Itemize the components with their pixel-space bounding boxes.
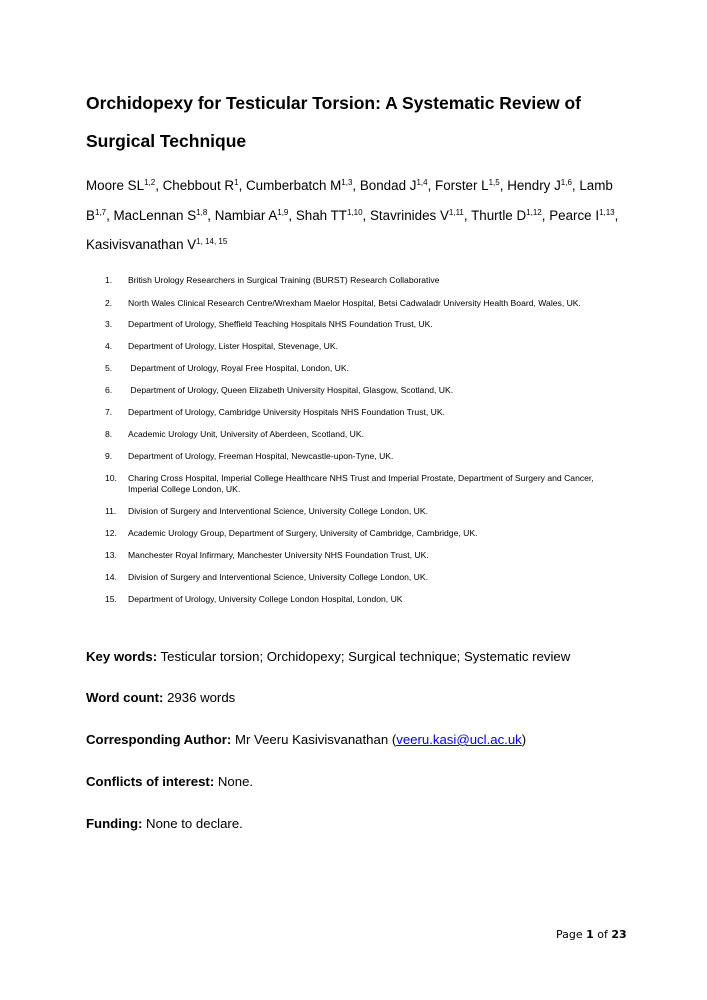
author-name: Moore SL bbox=[86, 178, 145, 193]
corresponding-author-email-link[interactable]: veeru.kasi@ucl.ac.uk bbox=[396, 732, 522, 747]
affiliation-item bbox=[105, 319, 615, 330]
affiliation-number: 2. bbox=[105, 297, 113, 308]
author-separator: , bbox=[614, 207, 619, 223]
word-count-value: 2936 words bbox=[163, 690, 236, 705]
author bbox=[471, 208, 549, 223]
author-separator: , bbox=[463, 207, 472, 223]
author bbox=[296, 208, 370, 223]
affiliation-number: 15. bbox=[105, 594, 117, 604]
author-affiliation-ref: 1,11 bbox=[448, 207, 464, 217]
paper-title-line-1: Orchidopexy for Testicular Torsion: A Systematic Review of bbox=[86, 93, 581, 113]
author-affiliation-ref: 1, 14, 15 bbox=[196, 237, 228, 246]
affiliation-number: 12. bbox=[105, 528, 117, 538]
paper-title-line-2: Surgical Technique bbox=[86, 131, 247, 151]
author-affiliation-ref: 1,9 bbox=[277, 207, 289, 217]
total-page-number: 23 bbox=[611, 928, 627, 941]
author-name: Nambiar A bbox=[214, 207, 278, 223]
affiliation-text: Department of Urology, Royal Free Hospital, London, UK. bbox=[128, 363, 349, 373]
author-separator: , bbox=[499, 178, 508, 193]
affiliation-number: 9. bbox=[105, 451, 113, 461]
affiliation-text: Department of Urology, Cambridge University Hospitals NHS Foundation Trust, UK. bbox=[128, 407, 445, 417]
affiliation-text: Department of Urology, Freeman Hospital, Newcastle-upon-Tyne, UK. bbox=[128, 451, 394, 461]
affiliation-text: British Urology Researchers in Surgical Training (BURST) Research Collaborative bbox=[128, 275, 440, 285]
author-affiliation-ref: 1,13 bbox=[599, 207, 615, 217]
author-separator: , bbox=[207, 207, 215, 223]
affiliation-number: 7. bbox=[105, 407, 113, 417]
author-affiliation-ref: 1,4 bbox=[416, 178, 428, 187]
affiliation-number: 13. bbox=[105, 550, 117, 560]
affiliation-number: 11. bbox=[105, 506, 117, 516]
of-word: of bbox=[593, 928, 612, 941]
affiliation-item bbox=[105, 473, 615, 495]
author-separator: , bbox=[155, 178, 163, 193]
affiliation-text: Manchester Royal Infirmary, Manchester University NHS Foundation Trust, UK. bbox=[128, 550, 429, 560]
corresponding-author-name: Mr Veeru Kasivisvanathan ( bbox=[231, 732, 397, 747]
author-name: Chebbout R bbox=[162, 178, 235, 193]
conflicts-line bbox=[86, 773, 253, 791]
keywords-label: Key words: bbox=[86, 649, 158, 664]
word-count-line bbox=[86, 689, 235, 707]
affiliation-text: Academic Urology Group, Department of Surgery, University of Cambridge, Cambridge, UK. bbox=[128, 528, 478, 538]
affiliation-item bbox=[105, 429, 615, 440]
affiliation-number: 3. bbox=[105, 319, 113, 329]
author bbox=[163, 178, 246, 193]
conflicts-label: Conflicts of interest: bbox=[86, 774, 215, 789]
affiliation-item bbox=[105, 528, 615, 539]
author bbox=[86, 178, 163, 193]
affiliation-text: Department of Urology, Queen Elizabeth University Hospital, Glasgow, Scotland, UK. bbox=[128, 385, 454, 395]
conflicts-value: None. bbox=[214, 774, 254, 789]
author bbox=[246, 178, 360, 193]
funding-value: None to declare. bbox=[142, 816, 243, 831]
page-word: Page bbox=[556, 928, 587, 941]
author-name: MacLennan S bbox=[113, 207, 197, 223]
corresponding-author-close-paren: ) bbox=[521, 732, 527, 747]
affiliation-text: Department of Urology, University College London Hospital, London, UK bbox=[128, 594, 403, 604]
page-number-footer bbox=[556, 927, 627, 943]
affiliation-number: 1. bbox=[105, 275, 113, 285]
author-affiliation-ref: 1 bbox=[234, 178, 239, 187]
affiliation-item bbox=[105, 572, 615, 583]
affiliation-text: Division of Surgery and Interventional Science, University College London, UK. bbox=[128, 506, 428, 516]
author-name: Forster L bbox=[435, 178, 489, 193]
affiliation-list bbox=[105, 275, 615, 605]
affiliation-item bbox=[105, 550, 615, 561]
author-affiliation-ref: 1,6 bbox=[560, 178, 572, 187]
author-separator: , bbox=[238, 178, 247, 193]
author bbox=[360, 178, 435, 193]
affiliation-item bbox=[105, 594, 615, 605]
author-name: Thurtle D bbox=[471, 207, 527, 223]
affiliation-number: 14. bbox=[105, 572, 117, 582]
author-list bbox=[86, 171, 626, 260]
author bbox=[86, 237, 227, 252]
author bbox=[549, 208, 618, 223]
author-affiliation-ref: 1,5 bbox=[488, 178, 500, 187]
corresponding-author-label: Corresponding Author: bbox=[86, 732, 232, 747]
affiliation-text: North Wales Clinical Research Centre/Wrexham Maelor Hospital, Betsi Cadwaladr University Health Board, Wales, UK. bbox=[128, 297, 581, 308]
author-separator: , bbox=[106, 207, 114, 223]
author-name: Bondad J bbox=[359, 178, 417, 193]
keywords-line bbox=[86, 648, 570, 666]
author-name: Pearce I bbox=[549, 207, 600, 223]
author-separator: , bbox=[541, 207, 550, 223]
author-name: Lamb B bbox=[86, 178, 613, 223]
author-separator: , bbox=[571, 178, 580, 193]
affiliation-text: Department of Urology, Sheffield Teaching Hospitals NHS Foundation Trust, UK. bbox=[128, 319, 433, 329]
author-affiliation-ref: 1,2 bbox=[144, 178, 156, 187]
author-affiliation-ref: 1,3 bbox=[341, 178, 353, 187]
affiliation-item bbox=[105, 363, 615, 374]
author-affiliation-ref: 1,7 bbox=[94, 207, 107, 217]
affiliation-number: 8. bbox=[105, 429, 113, 439]
author-separator: , bbox=[288, 207, 296, 223]
affiliation-number: 10. bbox=[105, 473, 117, 483]
author-affiliation-ref: 1,8 bbox=[196, 207, 208, 217]
affiliation-text: Department of Urology, Lister Hospital, Stevenage, UK. bbox=[128, 341, 339, 351]
affiliation-item bbox=[105, 292, 615, 314]
affiliation-item bbox=[105, 451, 615, 462]
author-affiliation-ref: 1,12 bbox=[526, 207, 542, 217]
affiliation-item bbox=[105, 506, 615, 517]
author-affiliation-ref: 1,10 bbox=[346, 207, 363, 217]
author bbox=[370, 208, 471, 223]
affiliation-item bbox=[105, 341, 615, 352]
author-name: Stavrinides V bbox=[369, 207, 449, 223]
author-separator: , bbox=[352, 178, 360, 193]
author bbox=[215, 208, 296, 223]
author-name: Cumberbatch M bbox=[246, 178, 342, 193]
affiliation-number: 4. bbox=[105, 341, 113, 351]
affiliation-number: 6. bbox=[105, 385, 113, 395]
keywords-value: Testicular torsion; Orchidopexy; Surgical technique; Systematic review bbox=[157, 649, 571, 664]
word-count-label: Word count: bbox=[86, 690, 164, 705]
funding-label: Funding: bbox=[86, 816, 143, 831]
author-name: Kasivisvanathan V bbox=[86, 237, 197, 252]
author-separator: , bbox=[362, 207, 370, 223]
current-page-number: 1 bbox=[586, 928, 594, 941]
author bbox=[507, 178, 579, 193]
author-name: Hendry J bbox=[507, 178, 561, 193]
affiliation-text: Academic Urology Unit, University of Aberdeen, Scotland, UK. bbox=[128, 429, 364, 439]
author bbox=[114, 208, 215, 223]
author bbox=[435, 178, 507, 193]
affiliation-text: Division of Surgery and Interventional Science, University College London, UK. bbox=[128, 572, 428, 582]
paper-title bbox=[86, 84, 646, 160]
affiliation-text: Charing Cross Hospital, Imperial College Healthcare NHS Trust and Imperial Prostate, Department of Surgery and Cancer, Imperial College London, UK. bbox=[128, 473, 594, 494]
affiliation-item bbox=[105, 407, 615, 418]
funding-line bbox=[86, 815, 243, 833]
affiliation-number: 5. bbox=[105, 363, 113, 373]
affiliation-item bbox=[105, 275, 615, 286]
corresponding-author-line bbox=[86, 731, 526, 749]
author-name: Shah TT bbox=[295, 207, 347, 223]
author-separator: , bbox=[427, 178, 436, 193]
affiliation-item bbox=[105, 385, 615, 396]
